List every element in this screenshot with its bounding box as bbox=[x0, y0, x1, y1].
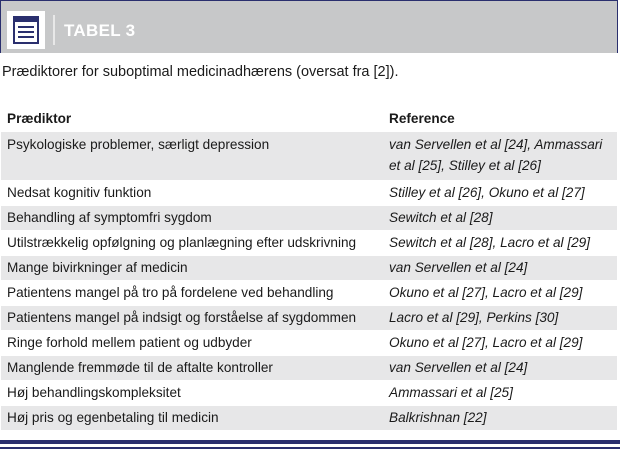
table-row bbox=[1, 281, 617, 306]
predictor-table bbox=[1, 105, 617, 430]
reference-cell: Ammassari et al [25] bbox=[383, 381, 617, 406]
predictor-cell: Psykologiske problemer, særligt depression bbox=[1, 132, 383, 181]
table-row bbox=[1, 132, 617, 181]
table-caption: Prædiktorer for suboptimal medicinadhærens (oversat fra [2]). bbox=[2, 64, 399, 80]
reference-cell: van Servellen et al [24] bbox=[383, 356, 617, 381]
document-list-icon bbox=[7, 11, 45, 49]
reference-cell: van Servellen et al [24], Ammassari et al [25], Stilley et al [26] bbox=[383, 132, 617, 181]
table-row bbox=[1, 256, 617, 281]
table-title: TABEL 3 bbox=[64, 21, 136, 40]
reference-cell: Balkrishnan [22] bbox=[383, 406, 617, 431]
table-row bbox=[1, 406, 617, 431]
reference-cell: Stilley et al [26], Okuno et al [27] bbox=[383, 181, 617, 206]
table-title-bar bbox=[0, 0, 618, 53]
predictor-cell: Nedsat kognitiv funktion bbox=[1, 181, 383, 206]
predictor-cell: Behandling af symptomfri sygdom bbox=[1, 206, 383, 231]
table-row bbox=[1, 181, 617, 206]
table-row bbox=[1, 331, 617, 356]
column-header-reference: Reference bbox=[383, 105, 617, 132]
bottom-rule bbox=[0, 440, 620, 444]
table-body bbox=[1, 132, 617, 431]
table-row bbox=[1, 206, 617, 231]
predictor-cell: Høj pris og egenbetaling til medicin bbox=[1, 406, 383, 431]
reference-cell: van Servellen et al [24] bbox=[383, 256, 617, 281]
reference-cell: Lacro et al [29], Perkins [30] bbox=[383, 306, 617, 331]
predictor-cell: Ringe forhold mellem patient og udbyder bbox=[1, 331, 383, 356]
table-header-row bbox=[1, 105, 617, 132]
predictor-cell: Høj behandlingskompleksitet bbox=[1, 381, 383, 406]
predictor-cell: Utilstrækkelig opfølgning og planlægning efter udskrivning bbox=[1, 231, 383, 256]
predictor-cell: Manglende fremmøde til de aftalte kontroller bbox=[1, 356, 383, 381]
column-header-predictor: Prædiktor bbox=[1, 105, 383, 132]
predictor-cell: Patientens mangel på tro på fordelene ved behandling bbox=[1, 281, 383, 306]
table-row bbox=[1, 306, 617, 331]
table-row bbox=[1, 381, 617, 406]
title-divider bbox=[53, 15, 55, 45]
reference-cell: Sewitch et al [28] bbox=[383, 206, 617, 231]
table-row bbox=[1, 356, 617, 381]
table-row bbox=[1, 231, 617, 256]
reference-cell: Okuno et al [27], Lacro et al [29] bbox=[383, 331, 617, 356]
predictor-cell: Mange bivirkninger af medicin bbox=[1, 256, 383, 281]
reference-cell: Sewitch et al [28], Lacro et al [29] bbox=[383, 231, 617, 256]
reference-cell: Okuno et al [27], Lacro et al [29] bbox=[383, 281, 617, 306]
bottom-rule-thin bbox=[0, 447, 620, 449]
predictor-cell: Patientens mangel på indsigt og forståelse af sygdommen bbox=[1, 306, 383, 331]
